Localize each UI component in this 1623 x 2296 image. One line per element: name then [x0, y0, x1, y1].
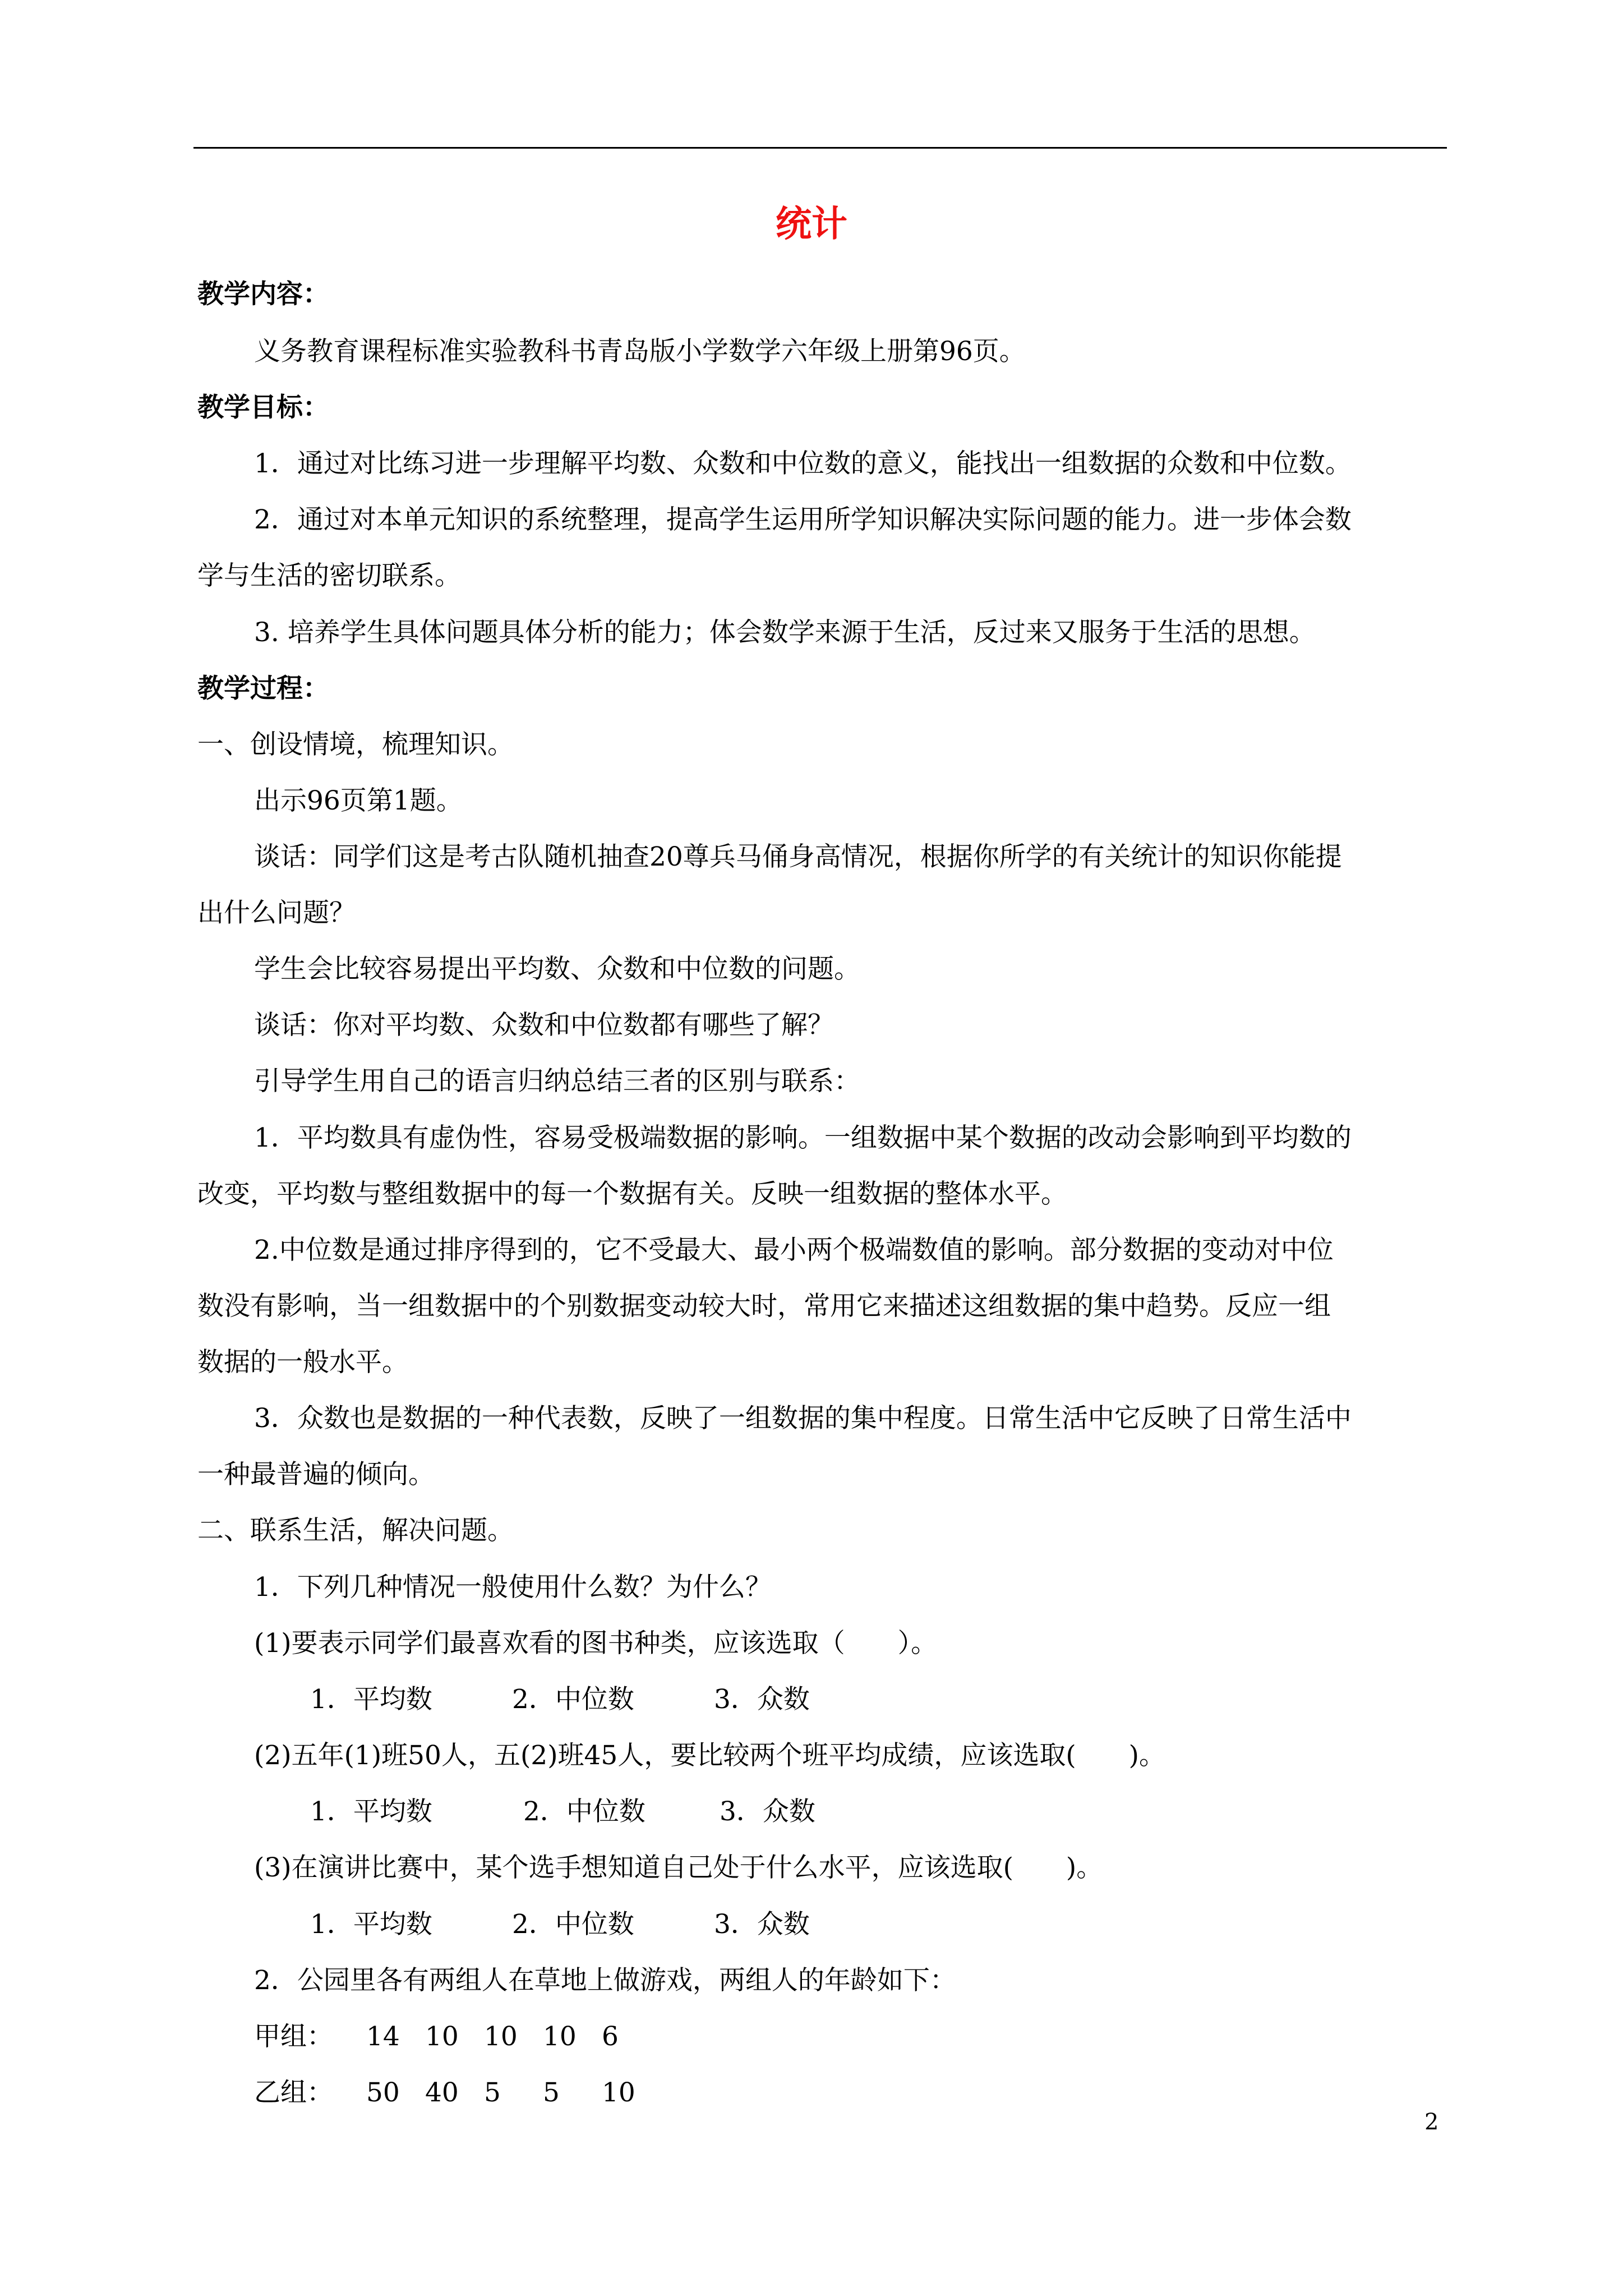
group-a-label: 甲组：: [254, 2021, 333, 2052]
option-mean: 1．平均数: [310, 1796, 432, 1827]
question-1-1: (1)要表示同学们最喜欢看的图书种类，应该选取（ ）。: [254, 1628, 938, 1659]
options-1: [310, 1681, 810, 1718]
question-1-2: (2)五年(1)班50人，五(2)班45人，要比较两个班平均成绩，应该选取( )。: [254, 1740, 1166, 1771]
group-b-ages: [254, 2074, 661, 2111]
goal-2-line-1: 2．通过对本单元知识的系统整理，提高学生运用所学知识解决实际问题的能力。进一步体会数: [254, 504, 1352, 535]
part-2-heading: 二、联系生活，解决问题。: [197, 1515, 514, 1546]
age-value: 10: [425, 2021, 459, 2052]
talk-1-line-2: 出什么问题？: [197, 898, 356, 928]
option-median: 2．中位数: [512, 1909, 634, 1940]
content-text: 义务教育课程标准实验教科书青岛版小学数学六年级上册第96页。: [254, 336, 1026, 367]
talk-1-line-1: 谈话：同学们这是考古队随机抽查20尊兵马俑身高情况，根据你所学的有关统计的知识你能提: [254, 841, 1342, 872]
option-mean: 1．平均数: [310, 1684, 432, 1715]
content-heading: 教学内容：: [197, 279, 329, 310]
option-mode: 3．众数: [714, 1684, 810, 1715]
knowledge-1-line-2: 改变，平均数与整组数据中的每一个数据有关。反映一组数据的整体水平。: [197, 1179, 1067, 1209]
header-rule: [193, 147, 1447, 149]
age-value: 5: [543, 2077, 560, 2108]
page-number: 2: [1424, 2109, 1439, 2135]
age-value: 10: [484, 2021, 518, 2052]
question-2: 2．公园里各有两组人在草地上做游戏，两组人的年龄如下：: [254, 1965, 956, 1996]
guide: 引导学生用自己的语言归纳总结三者的区别与联系：: [254, 1066, 860, 1097]
knowledge-2-line-2: 数没有影响，当一组数据中的个别数据变动较大时，常用它来描述这组数据的集中趋势。反应一组: [197, 1291, 1331, 1322]
option-mode: 3．众数: [720, 1796, 815, 1827]
age-value: 6: [602, 2021, 619, 2052]
options-3: [310, 1906, 810, 1943]
age-value: 40: [425, 2077, 459, 2108]
group-a-ages: [254, 2018, 661, 2055]
age-value: 50: [366, 2077, 400, 2108]
talk-2: 谈话：你对平均数、众数和中位数都有哪些了解？: [254, 1010, 834, 1041]
goal-3: 3. 培养学生具体问题具体分析的能力；体会数学来源于生活，反过来又服务于生活的思想。: [254, 617, 1316, 648]
group-b-label: 乙组：: [254, 2077, 333, 2108]
page-title: 统计: [776, 203, 847, 245]
option-median: 2．中位数: [523, 1796, 645, 1827]
part-1-heading: 一、创设情境，梳理知识。: [197, 729, 514, 760]
option-mean: 1．平均数: [310, 1909, 432, 1940]
process-heading: 教学过程：: [197, 673, 329, 704]
option-mode: 3．众数: [714, 1909, 810, 1940]
knowledge-3-line-1: 3．众数也是数据的一种代表数，反映了一组数据的集中程度。日常生活中它反映了日常生活中: [254, 1403, 1352, 1434]
age-value: 5: [484, 2077, 501, 2108]
options-2: [310, 1793, 815, 1830]
goals-heading: 教学目标：: [197, 392, 329, 423]
show-problem: 出示96页第1题。: [254, 785, 463, 816]
knowledge-3-line-2: 一种最普遍的倾向。: [197, 1459, 435, 1490]
knowledge-2-line-3: 数据的一般水平。: [197, 1347, 408, 1378]
goal-2-line-2: 学与生活的密切联系。: [197, 560, 461, 591]
option-median: 2．中位数: [512, 1684, 634, 1715]
students-answer: 学生会比较容易提出平均数、众数和中位数的问题。: [254, 954, 860, 984]
age-value: 10: [543, 2021, 577, 2052]
age-value: 14: [366, 2021, 400, 2052]
question-1-3: (3)在演讲比赛中，某个选手想知道自己处于什么水平，应该选取( )。: [254, 1852, 1103, 1883]
knowledge-2-line-1: 2.中位数是通过排序得到的，它不受最大、最小两个极端数值的影响。部分数据的变动对中位: [254, 1235, 1334, 1266]
age-value: 10: [602, 2077, 635, 2108]
question-1: 1．下列几种情况一般使用什么数？为什么？: [254, 1572, 772, 1603]
goal-1: 1．通过对比练习进一步理解平均数、众数和中位数的意义，能找出一组数据的众数和中位数。: [254, 448, 1352, 479]
knowledge-1-line-1: 1．平均数具有虚伪性，容易受极端数据的影响。一组数据中某个数据的改动会影响到平均数的: [254, 1122, 1352, 1153]
